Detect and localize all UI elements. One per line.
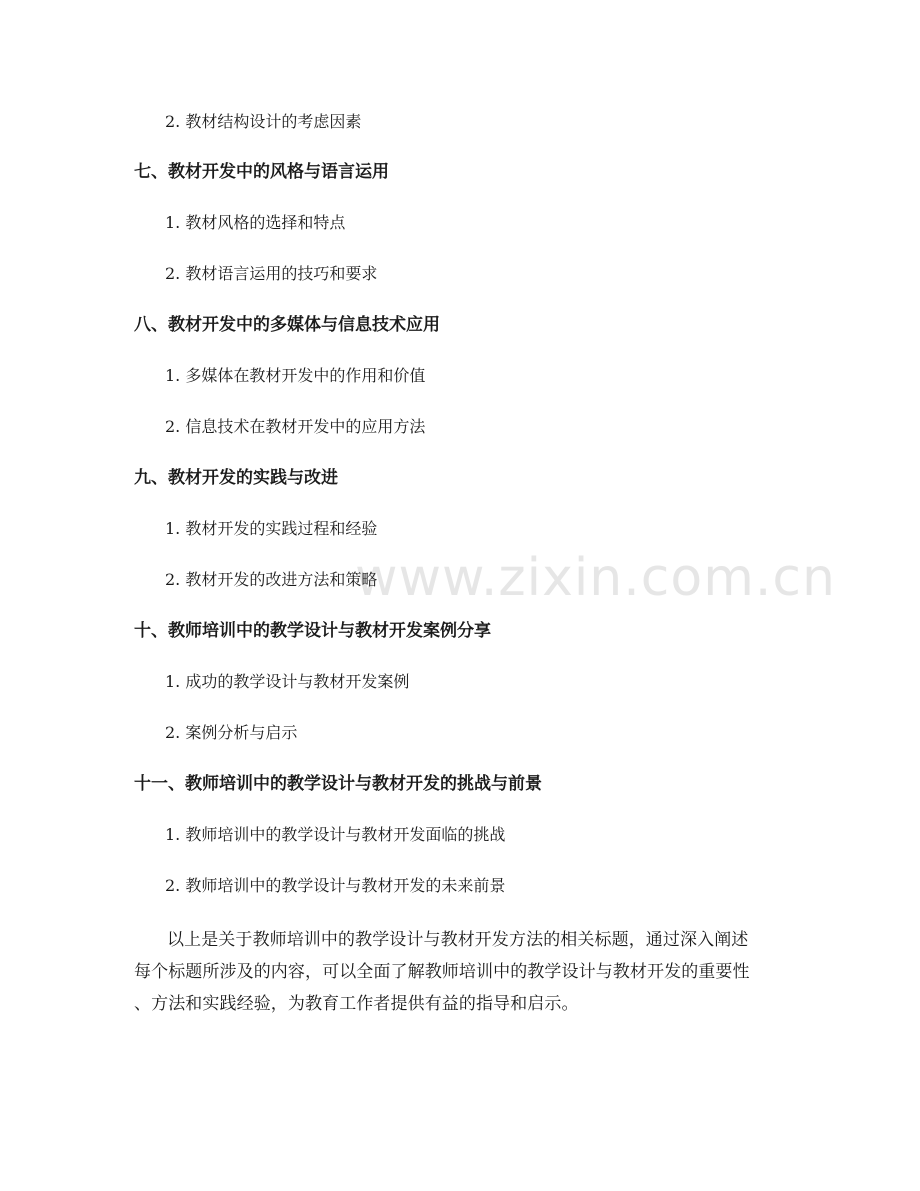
section-heading: 十一、教师培训中的教学设计与教材开发的挑战与前景: [134, 774, 542, 794]
list-item: 1. 多媒体在教材开发中的作用和价值: [165, 366, 426, 385]
list-item: 2. 案例分析与启示: [165, 723, 298, 742]
list-item: 2. 教师培训中的教学设计与教材开发的未来前景: [165, 876, 506, 895]
list-item: 2. 教材结构设计的考虑因素: [165, 112, 362, 131]
list-item: 1. 教材开发的实践过程和经验: [165, 519, 378, 538]
conclusion-line: 以上是关于教师培训中的教学设计与教材开发方法的相关标题，通过深入阐述: [167, 930, 749, 950]
list-item: 2. 信息技术在教材开发中的应用方法: [165, 417, 426, 436]
section-heading: 八、教材开发中的多媒体与信息技术应用: [134, 315, 440, 335]
list-item: 2. 教材开发的改进方法和策略: [165, 570, 378, 589]
conclusion-line: 每个标题所涉及的内容，可以全面了解教师培训中的教学设计与教材开发的重要性: [134, 962, 750, 982]
section-heading: 九、教材开发的实践与改进: [134, 468, 338, 488]
section-heading: 十、教师培训中的教学设计与教材开发案例分享: [134, 621, 491, 641]
list-item: 1. 教材风格的选择和特点: [165, 213, 346, 232]
list-item: 1. 教师培训中的教学设计与教材开发面临的挑战: [165, 825, 506, 844]
conclusion-line: 、方法和实践经验，为教育工作者提供有益的指导和启示。: [134, 994, 579, 1014]
list-item: 2. 教材语言运用的技巧和要求: [165, 264, 378, 283]
list-item: 1. 成功的教学设计与教材开发案例: [165, 672, 410, 691]
watermark: www.zixin.com.cn: [355, 548, 836, 608]
section-heading: 七、教材开发中的风格与语言运用: [134, 162, 389, 182]
